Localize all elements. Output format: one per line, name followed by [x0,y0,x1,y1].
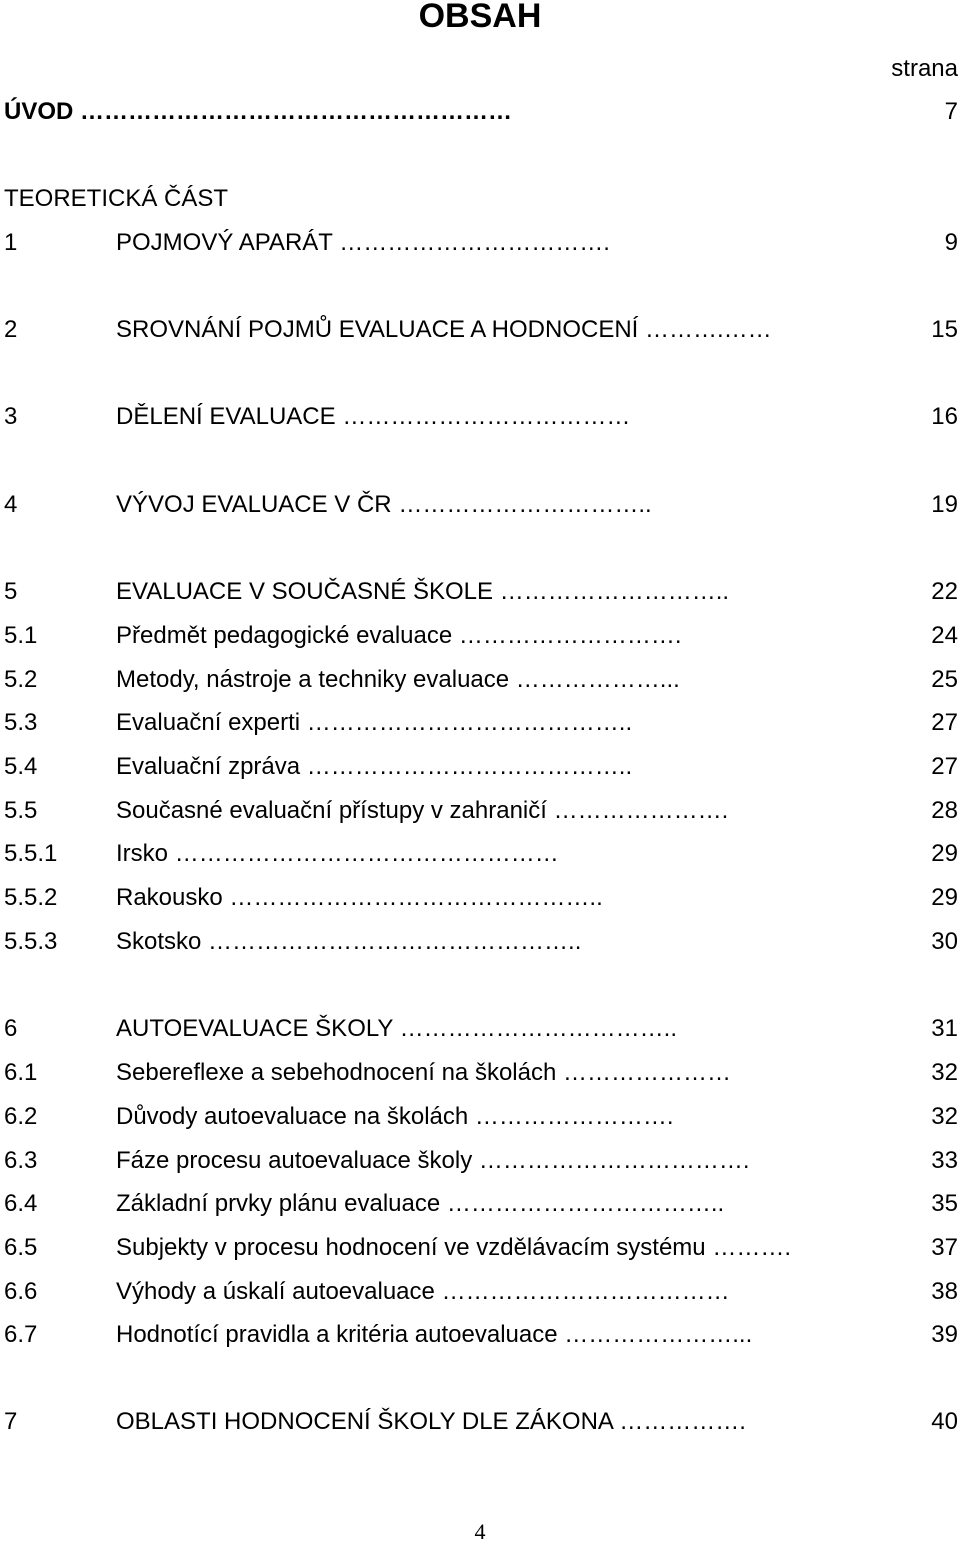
toc-entry-text [116,227,610,259]
toc-entry-text [116,1276,730,1308]
toc-leader-dots: …………………………….. [446,1190,725,1217]
toc-entry-number: 5.2 [4,666,38,693]
toc-page-number: 31 [931,1015,958,1042]
toc-page-number: 32 [931,1059,958,1086]
toc-leader-dots: ………. [712,1234,791,1261]
toc-entry-number: 5.1 [4,622,38,649]
toc-entry[interactable] [0,1145,960,1177]
toc-entry-number: 5 [4,578,18,605]
toc-page-number: 29 [931,884,958,911]
toc-entry-number: 3 [4,403,18,430]
toc-page-number: 27 [931,709,958,736]
toc-entry-title: Subjekty v procesu hodnocení ve vzdělávacím systému [116,1234,706,1261]
toc-entry-number: 6.1 [4,1059,38,1086]
toc-page-number: 16 [931,403,958,430]
toc-leader-dots: ………………………. [458,622,682,649]
toc-entry-number: 2 [4,316,18,343]
toc-entry-text [116,838,559,870]
toc-entry-text [116,576,729,608]
toc-entry[interactable] [0,1101,960,1133]
toc-leader-dots: ………………………………….. [306,753,633,780]
toc-entry-number: 5.3 [4,709,38,736]
toc-leader-dots: ………………………………………… [174,840,559,867]
toc-entry-number: 5.5.1 [4,840,58,867]
toc-entry-number: 7 [4,1408,18,1435]
toc-page-number: 28 [931,797,958,824]
toc-entry-title: POJMOVÝ APARÁT [116,229,333,256]
toc-entry-title: Hodnotící pravidla a kritéria autoevaluace [116,1321,558,1348]
toc-leader-dots: ………………………………….. [306,709,633,736]
toc-entry-text [116,707,632,739]
toc-page-number: 30 [931,928,958,955]
toc-entry-title: DĚLENÍ EVALUACE [116,403,336,430]
toc-entry[interactable] [0,795,960,827]
toc-page-number: 40 [931,1408,958,1435]
toc-entry-text [116,1057,731,1089]
toc-leader-dots: ……………………. [474,1103,674,1130]
toc-entry-number: 5.4 [4,753,38,780]
toc-entry-title: VÝVOJ EVALUACE V ČR [116,491,392,518]
toc-entry-number: 6.3 [4,1147,38,1174]
toc-entry[interactable] [0,1013,960,1045]
toc-page-number: 9 [944,229,958,256]
toc-leader-dots: …………………. [553,797,729,824]
toc-entry-title: AUTOEVALUACE ŠKOLY [116,1015,393,1042]
toc-leader-dots: …………………... [564,1321,753,1348]
toc-entry-number: 6.2 [4,1103,38,1130]
toc-entry[interactable] [0,751,960,783]
toc-entry[interactable] [0,882,960,914]
toc-entry-text [116,401,630,433]
toc-entry-number: 6.6 [4,1278,38,1305]
toc-leader-dots: ……………………………………………… [80,98,513,125]
toc-page-number: 38 [931,1278,958,1305]
toc-page-number: 37 [931,1234,958,1261]
toc-leader-dots: ……………………………. [339,229,610,256]
toc-entry-title: Evaluační experti [116,709,301,736]
toc-page-number: 32 [931,1103,958,1130]
toc-entry[interactable] [0,1276,960,1308]
toc-page-number: 15 [931,316,958,343]
toc-leader-dots: ………………… [563,1059,731,1086]
toc-entry-number: 5.5 [4,797,38,824]
toc-entry-text [116,795,728,827]
toc-entry[interactable] [0,926,960,958]
toc-entry-text [116,1232,791,1264]
toc-entry-title: Předmět pedagogické evaluace [116,622,453,649]
toc-entry-text [116,751,632,783]
toc-page-number: 29 [931,840,958,867]
toc-entry-text [116,620,682,652]
toc-entry[interactable] [0,620,960,652]
toc-leader-dots: ……………………….. [499,578,730,605]
toc-entry-title: Fáze procesu autoevaluace školy [116,1147,473,1174]
toc-leader-dots: ………………... [515,666,680,693]
toc-entry-number: 6.4 [4,1190,38,1217]
toc-entry-title: ÚVOD [4,98,74,125]
toc-entry-uvod[interactable] [0,96,960,128]
toc-leader-dots: ……….…… [645,316,772,343]
toc-entry[interactable] [0,1319,960,1351]
toc-entry-title: Evaluační zpráva [116,753,301,780]
toc-leader-dots: ……………………………………….. [208,928,582,955]
toc-entry-text [116,664,680,696]
toc-entry-text [116,1406,746,1438]
section-heading [0,183,960,215]
toc-entry-title: Metody, nástroje a techniky evaluace [116,666,510,693]
toc-entry-number: 5.5.2 [4,884,58,911]
toc-entry-title: SROVNÁNÍ POJMŮ EVALUACE A HODNOCENÍ [116,316,639,343]
toc-page-number: 19 [931,491,958,518]
toc-entry[interactable] [0,489,960,521]
toc-leader-dots: ……………………………… [342,403,631,430]
toc-entry-text [4,96,512,128]
page-title: OBSAH [418,0,542,35]
toc-leader-dots: ……………………………… [441,1278,730,1305]
toc-entry-text [116,1145,750,1177]
toc-entry-title: Irsko [116,840,169,867]
toc-leader-dots: …………………………….. [399,1015,678,1042]
toc-leader-dots: ……………. [619,1408,746,1435]
toc-entry[interactable] [0,1057,960,1089]
toc-page-number: 27 [931,753,958,780]
toc-entry-text [116,1013,677,1045]
toc-entry-title: Základní prvky plánu evaluace [116,1190,441,1217]
toc-entry-text [116,926,581,958]
toc-entry-title: Sebereflexe a sebehodnocení na školách [116,1059,557,1086]
toc-entry[interactable] [0,1232,960,1264]
toc-entry[interactable] [0,576,960,608]
toc-page-number: 33 [931,1147,958,1174]
toc-entry-text [116,489,652,521]
toc-entry[interactable] [0,664,960,696]
toc-leader-dots: ……………………………………….. [229,884,603,911]
toc-entry-text [116,314,772,346]
toc-entry-number: 1 [4,229,18,256]
toc-entry-title: Rakousko [116,884,223,911]
toc-leader-dots: ………………………….. [398,491,652,518]
toc-entry-title: OBLASTI HODNOCENÍ ŠKOLY DLE ZÁKONA [116,1408,613,1435]
toc-entry-text [116,1188,724,1220]
toc-page-number: 7 [944,98,958,125]
toc-page-number: 25 [931,666,958,693]
toc-page-number: 22 [931,578,958,605]
toc-entry-number: 5.5.3 [4,928,58,955]
toc-entry-text [116,1319,752,1351]
toc-entry-title: Výhody a úskalí autoevaluace [116,1278,435,1305]
toc-entry-title: Skotsko [116,928,202,955]
toc-entry[interactable] [0,1406,960,1438]
footer-page-number: 4 [474,1519,486,1544]
toc-entry-number: 6.7 [4,1321,38,1348]
toc-entry-title: Důvody autoevaluace na školách [116,1103,469,1130]
toc-page-number: 35 [931,1190,958,1217]
toc-entry[interactable] [0,838,960,870]
toc-page-number: 39 [931,1321,958,1348]
page-column-label: strana [891,55,958,82]
toc-leader-dots: ……………………………. [478,1147,750,1174]
toc-entry-number: 4 [4,491,18,518]
toc-entry[interactable] [0,1188,960,1220]
toc-entry[interactable] [0,227,960,259]
toc-entry-text [116,882,603,914]
toc-entry[interactable] [0,401,960,433]
toc-entry[interactable] [0,707,960,739]
toc-entry-title: EVALUACE V SOUČASNÉ ŠKOLE [116,578,494,605]
toc-entry-title: Současné evaluační přístupy v zahraničí [116,797,547,824]
toc-entry-text [116,1101,674,1133]
toc-entry[interactable] [0,314,960,346]
toc-entry-number: 6.5 [4,1234,38,1261]
toc-page-number: 24 [931,622,958,649]
section-heading-text: TEORETICKÁ ČÁST [4,185,229,212]
toc-entry-number: 6 [4,1015,18,1042]
